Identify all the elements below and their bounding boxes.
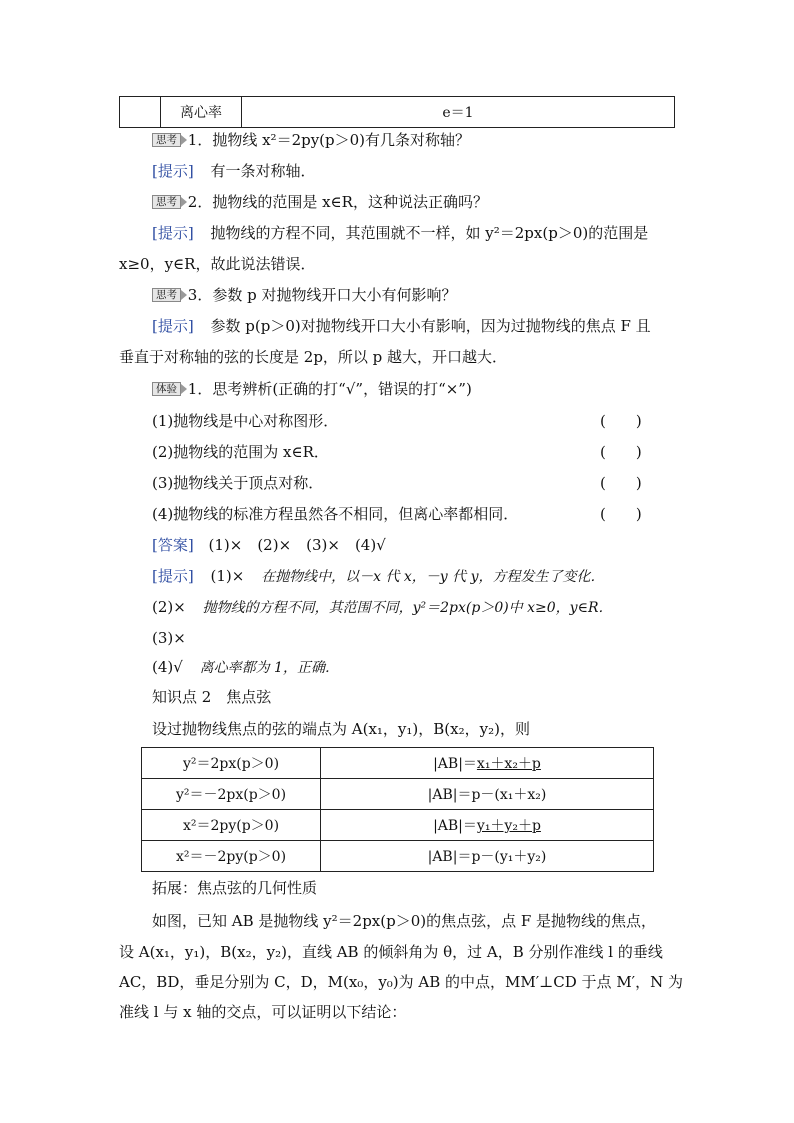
hint-2-cont: x≥0，y∈R，故此说法错误． xyxy=(119,255,316,273)
table-cell-empty xyxy=(120,97,161,128)
hint-label: [提示] xyxy=(152,162,194,180)
think-question-1 xyxy=(152,130,470,150)
length-value: y₁＋y₂＋p xyxy=(476,818,541,834)
table-row xyxy=(142,810,654,841)
answer-paren-3: ( ) xyxy=(600,474,642,492)
equation-cell: y²＝－2px(p＞0) xyxy=(142,779,321,810)
length-prefix: |AB|＝ xyxy=(427,787,472,803)
table-row xyxy=(120,97,675,128)
explain-mark: (2)× xyxy=(152,598,186,616)
length-cell xyxy=(321,810,654,841)
think-tag: 思考 xyxy=(152,288,181,302)
hint-2 xyxy=(152,223,648,243)
experience-title xyxy=(152,379,472,399)
hint-text: 参数 p(p＞0)对抛物线开口大小有影响，因为过抛物线的焦点 F 且 xyxy=(210,317,651,335)
answer-paren-2: ( ) xyxy=(600,443,642,461)
think-tag: 思考 xyxy=(152,133,181,147)
explain-text: 抛物线的方程不同，其范围不同，y²＝2px(p＞0)中 x≥0，y∈R． xyxy=(202,600,613,616)
judge-item-4: (4)抛物线的标准方程虽然各不相同，但离心率都相同． xyxy=(152,505,519,523)
question-text: 2．抛物线的范围是 x∈R，这种说法正确吗？ xyxy=(187,193,488,211)
paragraph-line-1: 如图，已知 AB 是抛物线 y²＝2px(p＞0)的焦点弦，点 F 是抛物线的焦点， xyxy=(152,912,657,930)
length-prefix: |AB|＝ xyxy=(433,818,477,834)
table-row xyxy=(142,841,654,872)
focal-chord-table xyxy=(141,747,654,872)
answer-text: (1)× (2)× (3)× (4)√ xyxy=(208,536,386,554)
hint-label: [提示] xyxy=(152,317,194,335)
judge-item-2: (2)抛物线的范围为 x∈R． xyxy=(152,443,329,461)
section-heading: 知识点 2 焦点弦 xyxy=(152,688,272,706)
length-value: x₁＋x₂＋p xyxy=(476,756,541,772)
equation-cell: x²＝2py(p＞0) xyxy=(142,810,321,841)
explain-text: 离心率都为 1，正确． xyxy=(199,660,339,676)
extension-title: 拓展：焦点弦的几何性质 xyxy=(152,879,318,897)
equation-cell: y²＝2px(p＞0) xyxy=(142,748,321,779)
length-value: p－(x₁＋x₂) xyxy=(471,787,547,803)
table-row xyxy=(142,748,654,779)
answer-label: [答案] xyxy=(152,536,194,554)
question-text: 1．抛物线 x²＝2py(p＞0)有几条对称轴？ xyxy=(187,131,471,149)
hint-3-cont: 垂直于对称轴的弦的长度是 2p，所以 p 越大，开口越大． xyxy=(119,348,508,366)
length-value: p－(y₁＋y₂) xyxy=(471,849,547,865)
equation-cell: x²＝－2py(p＞0) xyxy=(142,841,321,872)
paragraph-line-2: 设 A(x₁，y₁)，B(x₂，y₂)，直线 AB 的倾斜角为 θ，过 A，B 分别作准线 l 的垂线 xyxy=(119,943,663,961)
hint-text: 有一条对称轴． xyxy=(210,162,316,180)
explain-mark: (3)× xyxy=(152,629,186,647)
table-cell-label: 离心率 xyxy=(161,97,242,128)
question-text: 3．参数 p 对抛物线开口大小有何影响？ xyxy=(187,286,457,304)
table-cell-value: e＝1 xyxy=(242,97,675,128)
length-prefix: |AB|＝ xyxy=(433,756,477,772)
answer-line xyxy=(152,535,386,555)
judge-item-3: (3)抛物线关于顶点对称． xyxy=(152,474,324,492)
judge-item-1: (1)抛物线是中心对称图形． xyxy=(152,412,339,430)
table-row xyxy=(142,779,654,810)
paragraph-line-3: AC，BD，垂足分别为 C，D，M(x₀，y₀)为 AB 的中点，MM′⊥CD 于点 M′，N 为 xyxy=(119,973,683,991)
eccentricity-table xyxy=(119,96,675,128)
explain-mark: (1)× xyxy=(210,567,245,585)
explain-mark: (4)√ xyxy=(152,658,183,676)
hint-label: [提示] xyxy=(152,224,194,242)
answer-paren-1: ( ) xyxy=(600,412,642,430)
answer-paren-4: ( ) xyxy=(600,505,642,523)
think-question-3 xyxy=(152,285,456,305)
length-cell xyxy=(321,748,654,779)
think-question-2 xyxy=(152,192,488,212)
explain-2 xyxy=(152,597,612,618)
section-intro: 设过抛物线焦点的弦的端点为 A(x₁，y₁)，B(x₂，y₂)，则 xyxy=(152,720,530,738)
hint-label: [提示] xyxy=(152,567,194,585)
explain-4 xyxy=(152,657,339,678)
length-cell xyxy=(321,841,654,872)
paragraph-line-4: 准线 l 与 x 轴的交点，可以证明以下结论： xyxy=(119,1003,407,1021)
hint-1 xyxy=(152,161,316,181)
experience-title-text: 1．思考辨析(正确的打“√”，错误的打“×”) xyxy=(187,380,472,398)
explain-1 xyxy=(152,566,605,587)
experience-tag: 体验 xyxy=(152,382,181,396)
explain-text: 在抛物线中，以－x 代 x，－y 代 y，方程发生了变化． xyxy=(261,569,605,585)
think-tag: 思考 xyxy=(152,195,181,209)
explain-3 xyxy=(152,628,186,648)
length-prefix: |AB|＝ xyxy=(427,849,472,865)
hint-text: 抛物线的方程不同，其范围就不一样，如 y²＝2px(p＞0)的范围是 xyxy=(210,224,649,242)
length-cell xyxy=(321,779,654,810)
hint-3 xyxy=(152,316,651,336)
